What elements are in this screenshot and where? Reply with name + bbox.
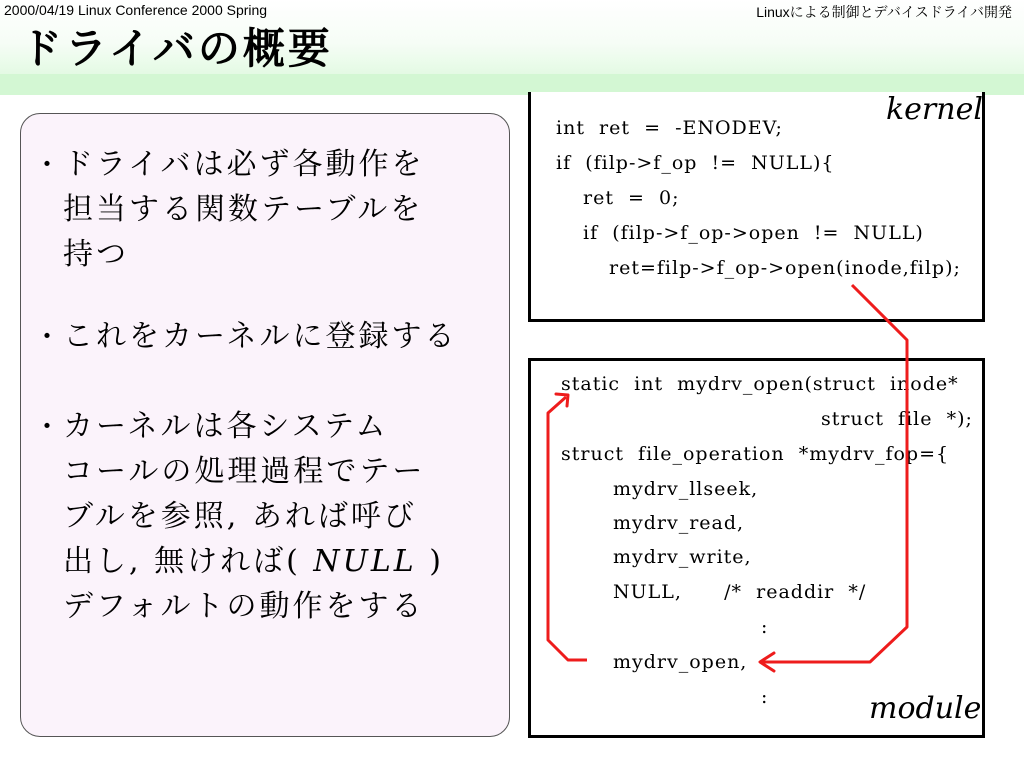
code-line: mydrv_read, (613, 512, 745, 534)
bullet-dot-icon: ・ (33, 320, 65, 353)
code-line: if (filp->f_op != NULL){ (556, 152, 835, 174)
null-keyword: NULL (313, 544, 417, 579)
bullet-item (33, 314, 503, 359)
kernel-code-box (528, 92, 985, 322)
code-line: static int mydrv_open(struct inode* (561, 373, 959, 395)
code-line: mydrv_write, (613, 546, 752, 568)
conference-info: 2000/04/19 Linux Conference 2000 Spring (4, 2, 268, 18)
code-line: : (761, 616, 769, 638)
kernel-label: kernel (886, 92, 983, 127)
talk-title: Linuxによる制御とデバイスドライバ開発 (756, 4, 1012, 20)
bullet-text: これをカーネルに登録する (63, 319, 458, 354)
code-line: ret=filp->f_op->open(inode,filp); (609, 257, 961, 279)
code-line: NULL, /* readdir */ (613, 581, 867, 603)
bullet-item (33, 142, 503, 277)
code-line: if (filp->f_op->open != NULL) (583, 222, 924, 244)
page-title: ドライバの概要 (20, 24, 333, 73)
code-line: int ret = -ENODEV; (556, 117, 783, 139)
bullet-text: ドライバは必ず各動作を 担当する関数テーブルを 持つ (63, 147, 425, 272)
module-label: module (869, 691, 982, 726)
code-line: : (761, 686, 769, 708)
code-line: mydrv_llseek, (613, 478, 759, 500)
bullet-item (33, 404, 503, 629)
bullet-dot-icon: ・ (33, 410, 65, 443)
bullet-text-part: カーネルは各システム コールの処理過程でテー ブルを参照, あれば呼び 出し, 無ければ( (63, 409, 426, 579)
bullet-text (63, 404, 503, 629)
module-code-box (528, 358, 985, 738)
bullet-dot-icon: ・ (33, 148, 65, 181)
code-line: mydrv_open, (613, 651, 748, 673)
bullet-text-part: ) デフォルトの動作をする (63, 544, 444, 624)
bullet-panel (20, 113, 510, 737)
code-line: struct file_operation *mydrv_fop={ (561, 443, 950, 465)
code-line: ret = 0; (583, 187, 680, 209)
code-line: struct file *); (821, 408, 973, 430)
